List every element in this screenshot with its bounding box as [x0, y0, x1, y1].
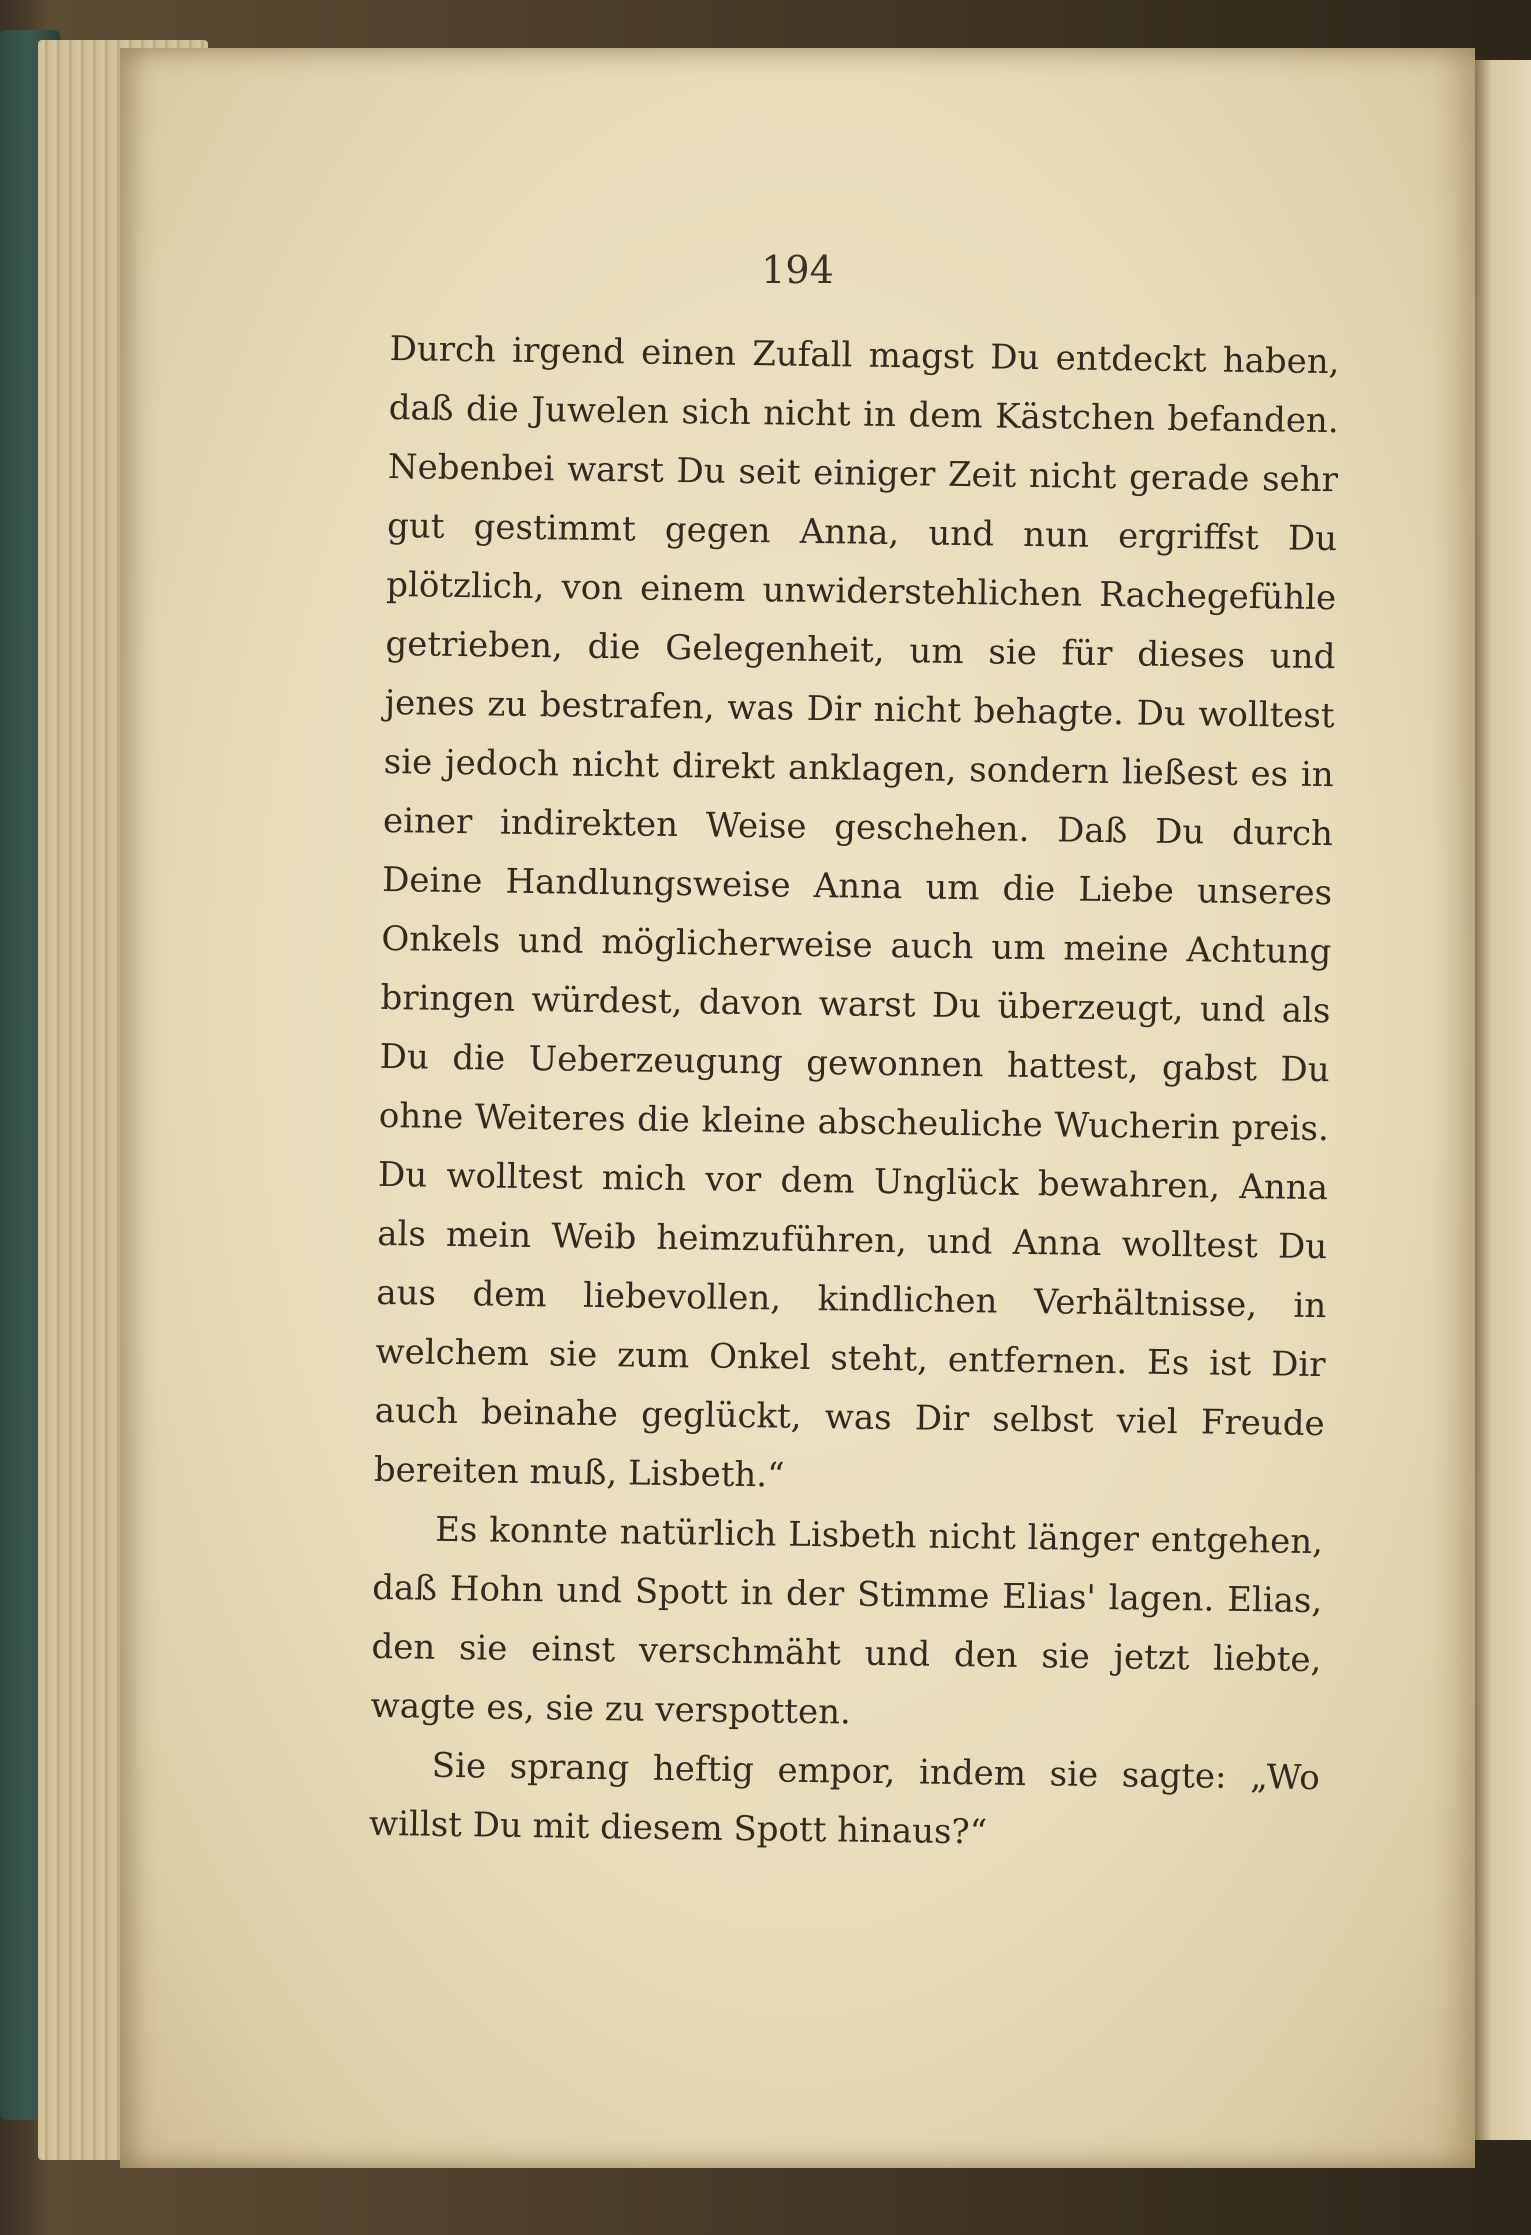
- page-text: [369, 320, 1340, 1867]
- paragraph-1: Durch irgend einen Zufall magst Du entdeckt haben, daß die Juwelen sich nicht in dem Kästchen befanden. Nebenbei warst Du seit einiger Zeit nicht gerade sehr gut gestimmt gegen Anna, und nun ergriffst Du plötzlich, von einem unwiderstehlichen Rachegefühle getrieben, die Gelegenheit, um sie für dieses und jenes zu bestrafen, was Dir nicht behagte. Du wolltest sie jedoch nicht direkt anklagen, sondern ließest es in einer indirekten Weise geschehen. Daß Du durch Deine Handlungsweise Anna um die Liebe unseres Onkels und möglicherweise auch um meine Achtung bringen würdest, davon warst Du überzeugt, und als Du die Ueberzeugung gewonnen hattest, gabst Du ohne Weiteres die kleine abscheuliche Wucherin preis. Du wolltest mich vor dem Unglück bewahren, Anna als mein Weib heimzuführen, und Anna wolltest Du aus dem liebevollen, kindlichen Verhältnisse, in welchem sie zum Onkel steht, entfernen. Es ist Dir auch beinahe geglückt, was Dir selbst viel Freude bereiten muß, Lisbeth.“: [373, 328, 1340, 1496]
- page-number: 194: [761, 248, 834, 292]
- paragraph-3: Sie sprang heftig empor, indem sie sagte: „Wo willst Du mit diesem Spott hinaus?“: [368, 1745, 1321, 1853]
- facing-page-edge: [1475, 60, 1531, 2140]
- paragraph-2: Es konnte natürlich Lisbeth nicht länger entgehen, daß Hohn und Spott in der Stimme Elias' lagen. Elias, den sie einst verschmäht und den sie jetzt liebte, wagte es, sie zu verspotten.: [370, 1509, 1324, 1733]
